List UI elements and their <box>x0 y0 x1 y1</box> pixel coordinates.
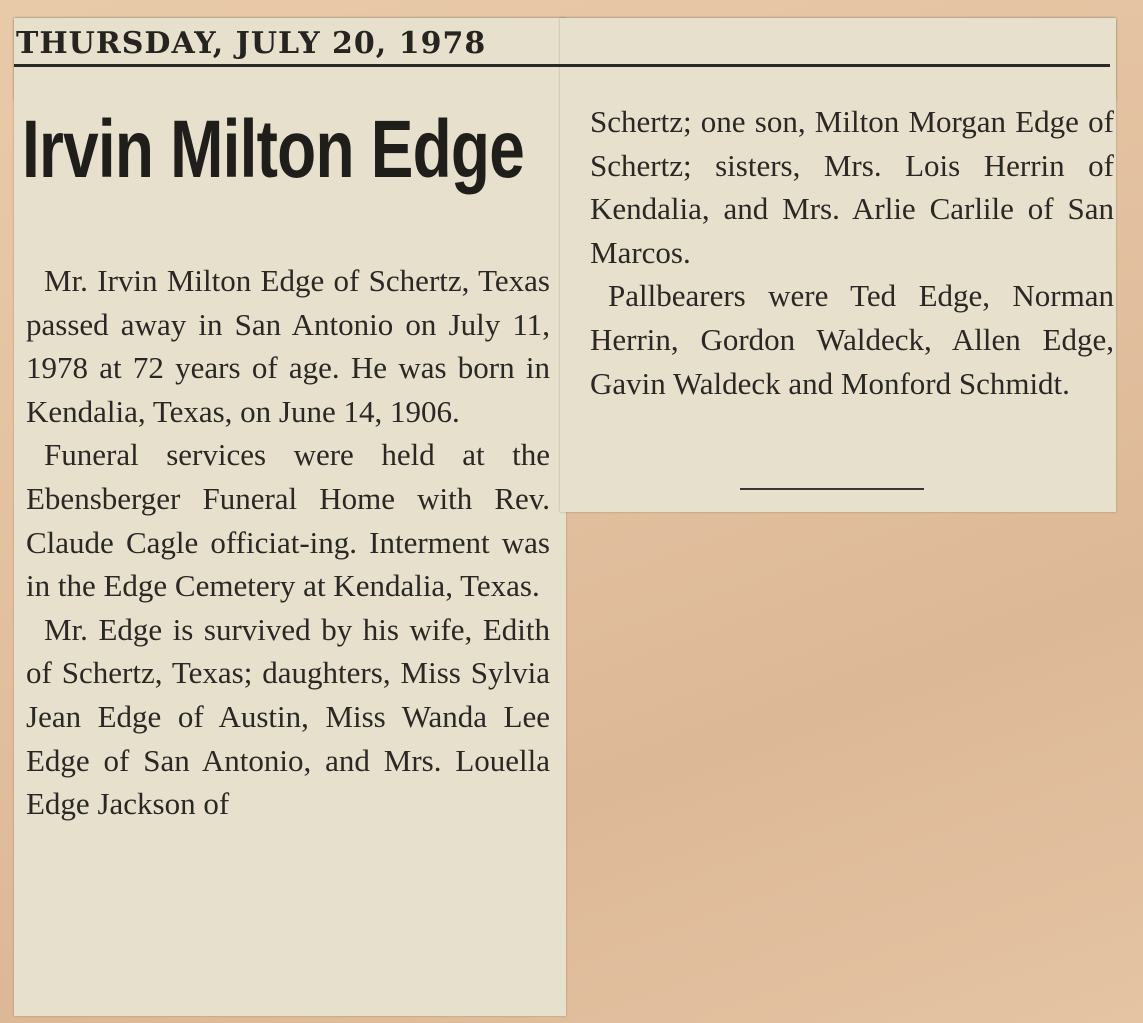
dateline-rule <box>14 64 1110 67</box>
obituary-paragraph-pallbearers: Pallbearers were Ted Edge, Norman Herrin, Gordon Waldeck, Allen Edge, Gavin Waldeck and Monford Schmidt. <box>590 278 1114 401</box>
obituary-paragraph-death: Mr. Irvin Milton Edge of Schertz, Texas passed away in San Antonio on July 11, 1978 at 72 years of age. He was born in Kendalia, Texas, on June 14, 1906. <box>26 263 550 429</box>
obituary-paragraph-survivors: Mr. Edge is survived by his wife, Edith of Schertz, Texas; daughters, Miss Sylvia Jean Edge of Austin, Miss Wanda Lee Edge of San Antonio, and Mrs. Louella Edge Jackson of <box>26 611 550 822</box>
obituary-paragraph-survivors-continued: Schertz; one son, Milton Morgan Edge of Schertz; sisters, Mrs. Lois Herrin of Kendalia, and Mrs. Arlie Carlile of San Marcos. <box>590 104 1114 270</box>
obituary-headline: Irvin Milton Edge <box>22 104 524 195</box>
obituary-paragraph-funeral: Funeral services were held at the Ebensberger Funeral Home with Rev. Claude Cagle officiat-ing. Interment was in the Edge Cemetery at Kendalia, Texas. <box>26 437 550 604</box>
obituary-right-column <box>590 100 1114 500</box>
obituary-left-column <box>26 259 550 1009</box>
dateline: THURSDAY, JULY 20, 1978 <box>16 26 487 61</box>
clipping-cut-edge-mark <box>740 488 924 494</box>
